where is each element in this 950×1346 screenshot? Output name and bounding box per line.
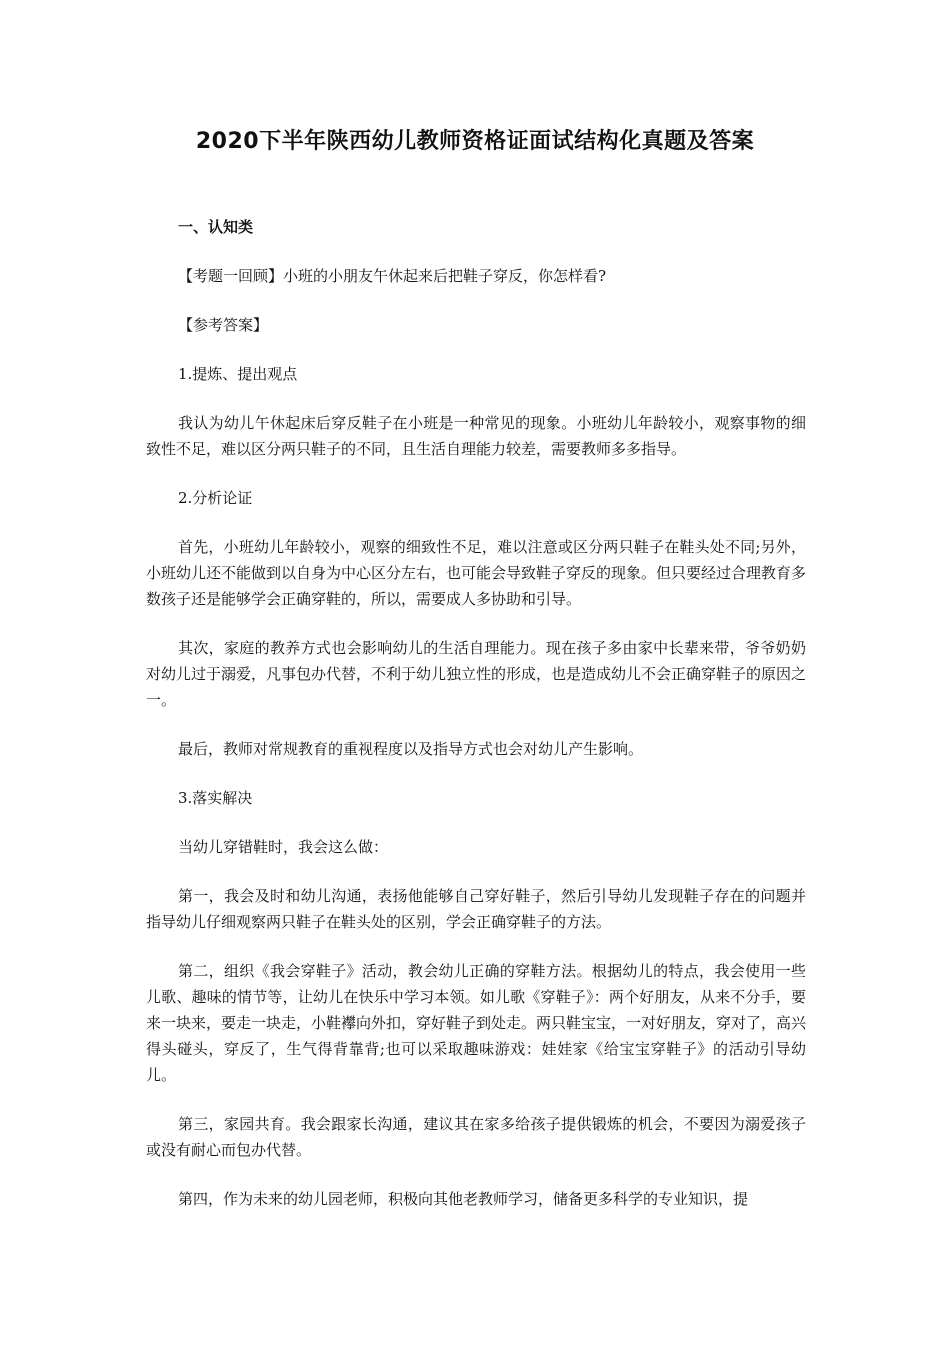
section-heading-cognition: 一、认知类 [178,218,254,236]
solution-third: 第三，家园共育。我会跟家长沟通，建议其在家多给孩子提供锻炼的机会，不要因为溺爱孩子或没有耐心而包办代替。 [146,1115,806,1159]
solution-fourth: 第四，作为未来的幼儿园老师，积极向其他老教师学习，储备更多科学的专业知识，提 [178,1190,749,1208]
document-body [146,214,806,1235]
solution-first: 第一，我会及时和幼儿沟通，表扬他能够自己穿好鞋子，然后引导幼儿发现鞋子存在的问题并指导幼儿仔细观察两只鞋子在鞋头处的区别，学会正确穿鞋子的方法。 [146,887,806,931]
reference-answer-label: 【参考答案】 [178,316,269,334]
step-2-heading: 2.分析论证 [178,489,253,507]
document-title: 2020下半年陕西幼儿教师资格证面试结构化真题及答案 [195,129,755,154]
analysis-paragraph-first: 首先，小班幼儿年龄较小，观察的细致性不足，难以注意或区分两只鞋子在鞋头处不同;另外，小班幼儿还不能做到以自身为中心区分左右，也可能会导致鞋子穿反的现象。但只要经过合理教育多数孩子还是能够学会正确穿鞋的，所以，需要成人多协助和引导。 [146,538,807,608]
solution-intro: 当幼儿穿错鞋时，我会这么做： [178,838,389,856]
step-3-heading: 3.落实解决 [178,789,253,807]
solution-second: 第二，组织《我会穿鞋子》活动，教会幼儿正确的穿鞋方法。根据幼儿的特点，我会使用一些儿歌、趣味的情节等，让幼儿在快乐中学习本领。如儿歌《穿鞋子》：两个好朋友，从来不分手，要来一块来，要走一块走，小鞋襻向外扣，穿好鞋子到处走。两只鞋宝宝，一对好朋友，穿对了，高兴得头碰头，穿反了，生气得背靠背;也可以采取趣味游戏：娃娃家《给宝宝穿鞋子》的活动引导幼儿。 [146,962,807,1084]
analysis-paragraph-last: 最后，教师对常规教育的重视程度以及指导方式也会对幼儿产生影响。 [178,740,644,758]
step-1-paragraph: 我认为幼儿午休起床后穿反鞋子在小班是一种常见的现象。小班幼儿年龄较小，观察事物的细致性不足，难以区分两只鞋子的不同，且生活自理能力较差，需要教师多多指导。 [146,414,806,458]
analysis-paragraph-second: 其次，家庭的教养方式也会影响幼儿的生活自理能力。现在孩子多由家中长辈来带，爷爷奶奶对幼儿过于溺爱，凡事包办代替，不利于幼儿独立性的形成，也是造成幼儿不会正确穿鞋子的原因之一。 [146,639,807,709]
step-1-heading: 1.提炼、提出观点 [178,365,298,383]
question-review: 【考题一回顾】小班的小朋友午休起来后把鞋子穿反，你怎样看? [178,267,607,285]
